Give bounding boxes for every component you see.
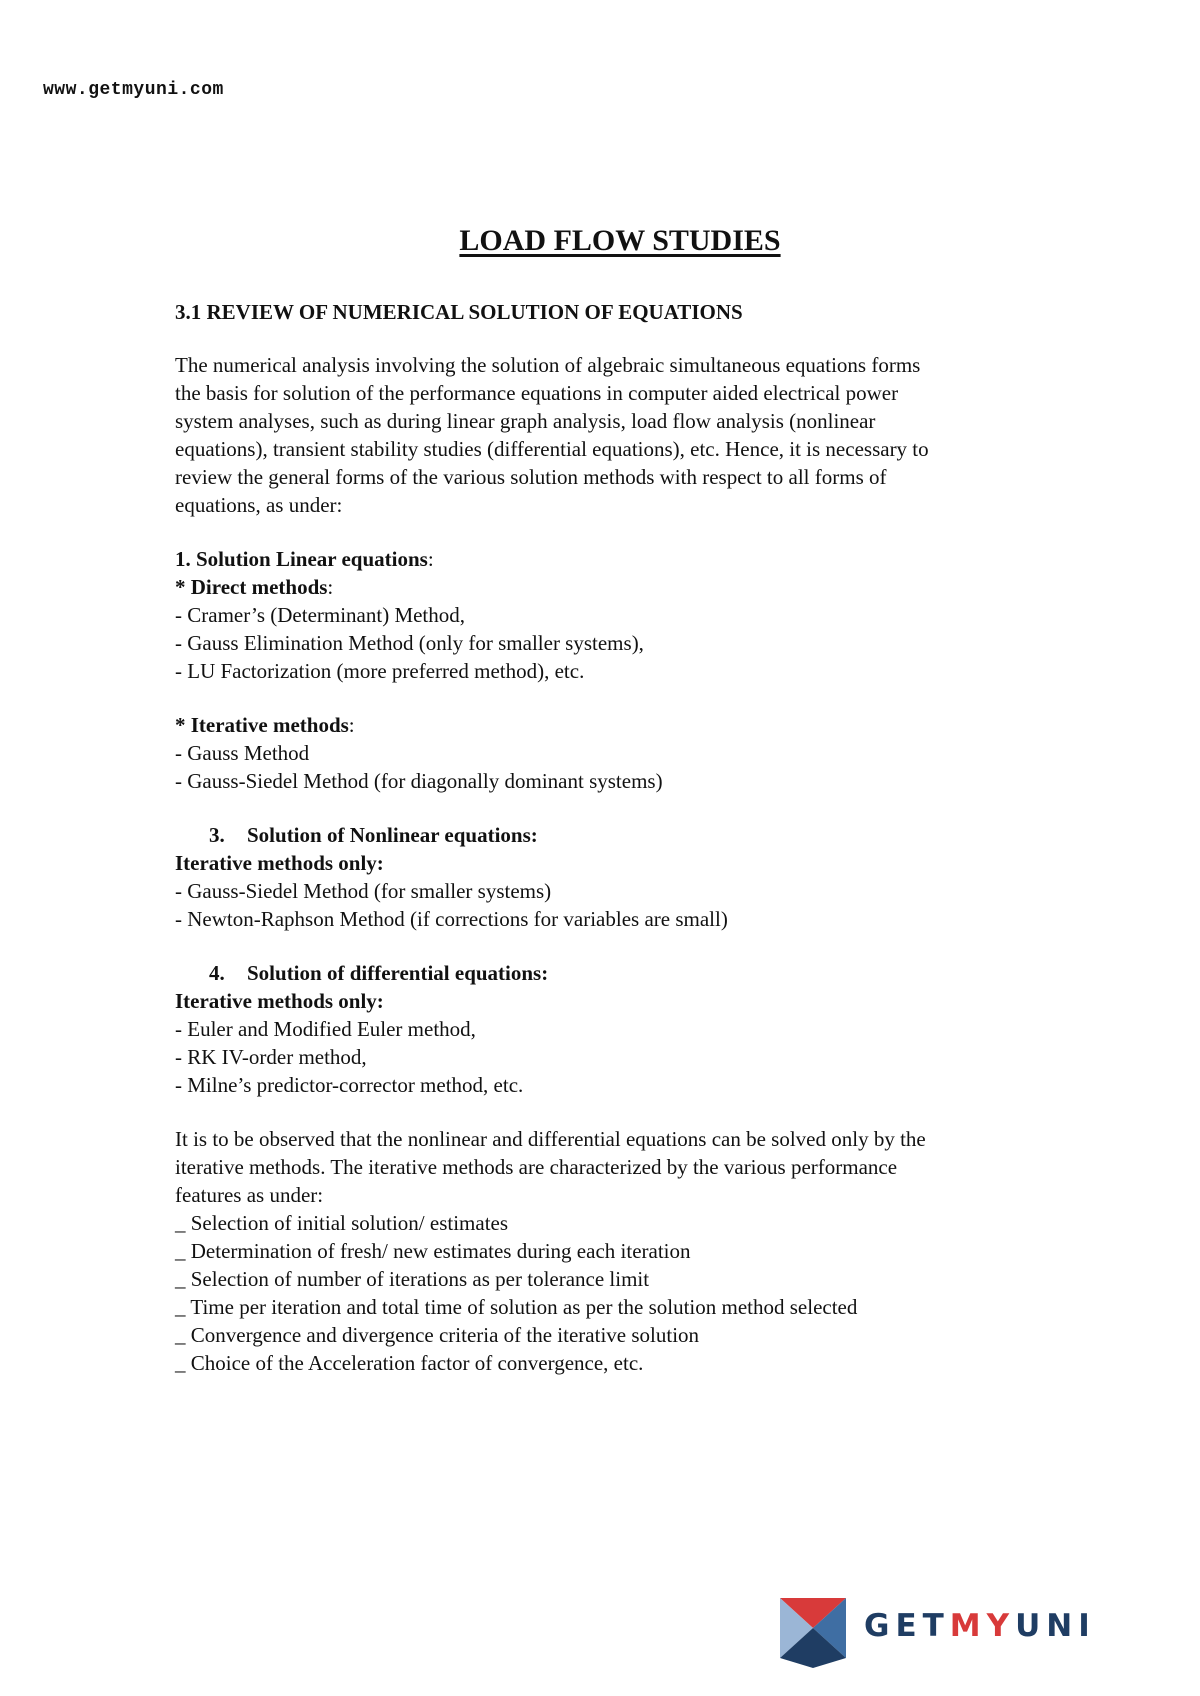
intro-line: the basis for solution of the performance equations in computer aided electrical power — [175, 381, 899, 405]
feature-item: _ Convergence and divergence criteria of the iterative solution — [175, 1323, 700, 1347]
intro-line: system analyses, such as during linear graph analysis, load flow analysis (nonlinear — [175, 409, 876, 433]
observation-paragraph — [175, 1125, 1061, 1209]
list-item: - Gauss-Siedel Method (for smaller systems) — [175, 879, 552, 903]
getmyuni-logo[interactable] — [778, 1592, 1096, 1668]
list-item: - Gauss Elimination Method (only for smaller systems), — [175, 631, 644, 655]
iterative-methods-heading — [175, 711, 1061, 739]
differential-block — [175, 959, 1061, 1099]
differential-number: 4. — [209, 961, 225, 985]
site-url[interactable]: www.getmyuni.com — [43, 80, 224, 100]
wordmark-get: GET — [864, 1608, 950, 1644]
direct-methods-colon: : — [327, 575, 334, 599]
linear-heading-colon: : — [427, 547, 434, 571]
intro-line: The numerical analysis involving the solution of algebraic simultaneous equations forms — [175, 353, 921, 377]
differential-heading — [175, 959, 1061, 987]
list-item: - Milne’s predictor-corrector method, etc. — [175, 1073, 524, 1097]
direct-methods-text: * Direct methods — [175, 575, 328, 599]
observation-block — [175, 1125, 1061, 1377]
wordmark-my: MY — [949, 1608, 1016, 1644]
section-heading: 3.1 REVIEW OF NUMERICAL SOLUTION OF EQUATIONS — [175, 300, 743, 324]
differential-subheading: Iterative methods only: — [175, 989, 384, 1013]
list-item: - Newton-Raphson Method (if corrections for variables are small) — [175, 907, 728, 931]
document-title: LOAD FLOW STUDIES — [459, 224, 781, 257]
feature-item: _ Selection of initial solution/ estimates — [175, 1211, 509, 1235]
intro-line: equations), transient stability studies (differential equations), etc. Hence, it is necessary to — [175, 437, 929, 461]
list-item: - Cramer’s (Determinant) Method, — [175, 603, 466, 627]
iterative-methods-text: * Iterative methods — [175, 713, 349, 737]
linear-iterative-block — [175, 711, 1061, 795]
observation-line: It is to be observed that the nonlinear and differential equations can be solved only by the — [175, 1127, 926, 1151]
nonlinear-heading — [175, 821, 1061, 849]
getmyuni-emblem-icon — [778, 1592, 848, 1668]
iterative-methods-colon: : — [348, 713, 355, 737]
linear-heading-text: 1. Solution Linear equations — [175, 547, 428, 571]
intro-paragraph — [175, 351, 1061, 519]
feature-item: _ Choice of the Acceleration factor of convergence, etc. — [175, 1351, 644, 1375]
observation-line: iterative methods. The iterative methods are characterized by the various performance — [175, 1155, 898, 1179]
list-item: - LU Factorization (more preferred method), etc. — [175, 659, 585, 683]
linear-heading — [175, 545, 1061, 573]
nonlinear-block — [175, 821, 1061, 933]
list-item: - Gauss Method — [175, 741, 310, 765]
wordmark-uni: UNI — [1015, 1608, 1096, 1644]
intro-line: equations, as under: — [175, 493, 343, 517]
getmyuni-wordmark — [864, 1608, 1096, 1644]
differential-heading-text: Solution of differential equations: — [247, 961, 549, 985]
observation-line: features as under: — [175, 1183, 324, 1207]
list-item: - RK IV-order method, — [175, 1045, 367, 1069]
intro-line: review the general forms of the various solution methods with respect to all forms of — [175, 465, 887, 489]
nonlinear-number: 3. — [209, 823, 225, 847]
list-item: - Euler and Modified Euler method, — [175, 1017, 476, 1041]
feature-item: _ Selection of number of iterations as per tolerance limit — [175, 1267, 650, 1291]
list-item: - Gauss-Siedel Method (for diagonally dominant systems) — [175, 769, 663, 793]
nonlinear-subheading: Iterative methods only: — [175, 851, 384, 875]
direct-methods-heading — [175, 573, 1061, 601]
feature-item: _ Determination of fresh/ new estimates during each iteration — [175, 1239, 691, 1263]
nonlinear-heading-text: Solution of Nonlinear equations: — [247, 823, 538, 847]
linear-direct-block — [175, 545, 1061, 685]
feature-item: _ Time per iteration and total time of solution as per the solution method selected — [175, 1295, 858, 1319]
document-body — [175, 298, 1061, 1403]
